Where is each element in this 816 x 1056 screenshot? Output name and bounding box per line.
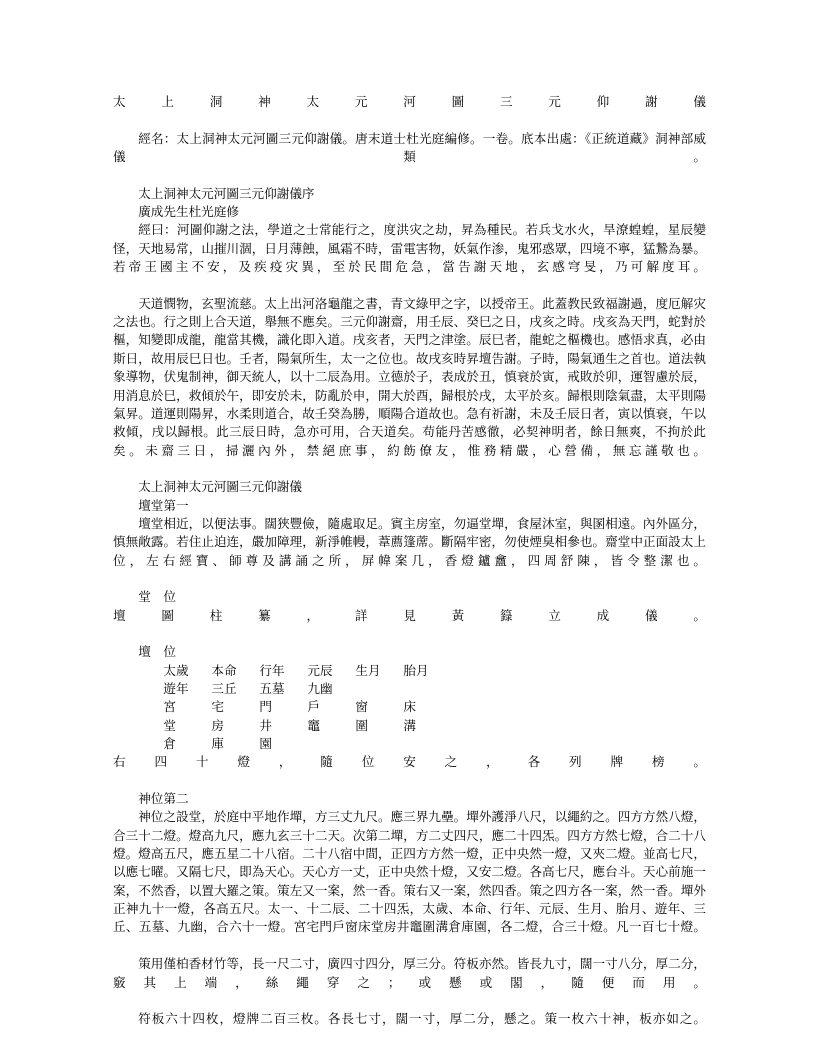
altar-grid-row-1-cell: 本命 bbox=[211, 662, 237, 678]
altar-lamp-note: 右四十燈，隨位安之，各列牌榜。 bbox=[113, 754, 706, 770]
section-two-body: 神位之設堂，於庭中平地作墠，方三丈九尺。應三界九壘。墠外護淨八尺，以繩約之。四方方然八燈，合三十二燈。燈高九尺，應九玄三十二天。次第二墠，方二丈四尺，應二十四炁。四方方然七燈，合二十八燈。燈高五尺，應五星二十八宿。二十八宿中間，正四方方然一燈，正中央然一燈，又夾二燈。並高七尺，以應七曜。又隔七尺，即為天心。天心方一丈，正中央然十燈，又安二燈。各高七尺，應台斗。天心前施一案，不然香，以置大羅之策。策左又一案，然一香。策右又一案，然四香。策之四方各一案，然一香。墠外正神九十一燈，各高五尺。太一、十二辰、二十四炁，太歲、本命、行年、元辰、生月、胎月、遊年、三丘、五墓、九幽，合六十一燈。宮宅門戶窗床堂房井竈圍溝倉庫園，各二燈，合三十燈。凡一百七十燈。 bbox=[113, 809, 706, 935]
altar-grid-row-3-cell: 門 bbox=[259, 699, 272, 715]
doc-title: 太上洞神太元河圖三元仰謝儀 bbox=[113, 94, 706, 109]
altar-grid-row-1-cell: 行年 bbox=[259, 662, 285, 678]
scripture-opening-paragraph: 經曰：河圖仰謝之法，學道之士常能行之，度洪灾之劫，昇為種民。若兵戈水火，旱潦蝗蝗，星辰變怪，天地易常，山摧川涸，日月薄蝕，風霜不時，雷電害物，妖氣作渗，鬼邪惑眾，四境不寧，猛鷙為暴。若帝王國主不安，及疾疫灾異，至於民間危急，當告謝天地，玄感穹旻，乃可解度耳。 bbox=[113, 222, 706, 275]
altar-grid-row-1-cell: 胎月 bbox=[403, 662, 429, 678]
altar-grid-row-1-cell: 生月 bbox=[355, 662, 381, 678]
altar-grid-row-4-cell: 圍 bbox=[355, 717, 368, 733]
altar-grid-row-3-cell: 床 bbox=[403, 699, 416, 715]
altar-grid-row-3-cell: 窗 bbox=[355, 699, 368, 715]
altar-grid-row-4 bbox=[113, 717, 706, 735]
altar-position-label: 壇 位 bbox=[138, 644, 176, 660]
hall-position-note: 壇圖柱纂，詳見黃籙立成儀。 bbox=[113, 607, 706, 623]
tally-material-paragraph: 策用僅柏香材竹等，長一尺二寸，廣四寸四分，厚三分。符板亦然。皆長九寸，闊一寸八分，厚二分，竅其上端，絲繩穿之；或懸或閣，隨便而用。 bbox=[113, 956, 706, 990]
altar-grid-row-5 bbox=[113, 735, 706, 753]
altar-grid-row-3-cell: 宅 bbox=[211, 699, 224, 715]
altar-grid-row-5-cell: 庫 bbox=[211, 736, 224, 752]
altar-grid-row-4-cell: 溝 bbox=[403, 717, 416, 733]
altar-grid-row-2-cell: 九幽 bbox=[307, 681, 333, 696]
altar-grid-row-5-cell: 園 bbox=[259, 736, 272, 752]
altar-grid-row-3-cell: 宮 bbox=[163, 699, 176, 715]
bibliographic-note: 經名：太上洞神太元河圖三元仰謝儀。唐末道士杜光庭編修。一卷。底本出處：《正統道藏》洞神部威儀類。 bbox=[113, 130, 706, 165]
altar-grid-row-5-cell: 倉 bbox=[163, 736, 176, 752]
altar-grid-row-4-cell: 井 bbox=[259, 717, 272, 733]
altar-grid-row-2-cell: 三丘 bbox=[211, 681, 237, 696]
preface-title: 太上洞神太元河圖三元仰謝儀序 bbox=[138, 185, 315, 201]
altar-grid-row-2 bbox=[113, 680, 706, 698]
talisman-count-paragraph: 符板六十四枚，燈牌二百三枚。各長七寸，闊一寸，厚二分，懸之。策一枚六十神，板亦如之。 bbox=[138, 1011, 706, 1027]
altar-grid-row-2-cell: 遊年 bbox=[163, 681, 189, 696]
cosmology-paragraph: 天道憫物，玄聖流慈。太上出河洛龜龍之書，青文綠甲之字，以授帝王。此蓋教民致福謝過，度厄解灾之法也。行之則上合天道，舉無不應矣。三元仰謝齋，用壬辰、癸巳之日，戌亥之時。戌亥為天門，蛇對於樞，知變即成龍，龍當其機，識化即入道。戌亥者，天門之津塗。辰巳者，龍蛇之樞機也。感悟求真，必由斯日，故用辰巳日也。壬者，陽氣所生，太一之位也。故戌亥時昇壇告謝。子時，陽氣通生之首也。道法執象導物，伏鬼制神，御天統人，以十二辰為用。立德於子，表成於丑，慎衰於寅，戒敗於卯，運智慮於辰，用消息於巳，救傾於午，即安於未，防亂於申，開大於酉，歸根於戌，太平於亥。歸根則陰氣盡，太平則陽氣昇。道運則陽昇，水柔則道合，故壬癸為勝，順陽合道故也。急有祈謝，未及壬辰日者，寅以慎衰，午以救傾，戌以歸根。此三辰日時，急亦可用，合天道矣。苟能丹苦感徹，必契神明者，餘日無爽，不拘於此矣。未齋三日，掃灑內外，禁絕庶事，約飭僚友，惟務精嚴，心營備，無忘謹敬也。 bbox=[113, 295, 706, 458]
altar-grid-row-3-cell: 戶 bbox=[307, 699, 320, 715]
altar-grid-row-1 bbox=[113, 662, 706, 680]
altar-grid-row-1-cell: 元辰 bbox=[307, 662, 333, 678]
author-attribution: 廣成先生杜光庭修 bbox=[138, 204, 239, 220]
altar-grid-row-2-cell: 五墓 bbox=[259, 681, 285, 696]
section-one-heading: 壇堂第一 bbox=[138, 497, 189, 513]
altar-grid-row-3 bbox=[113, 698, 706, 716]
altar-grid-row-4-cell: 堂 bbox=[163, 717, 176, 733]
main-work-title: 太上洞神太元河圖三元仰謝儀 bbox=[138, 479, 302, 495]
section-one-body: 壇堂相近，以便法事。闊狹豐儉，隨處取足。賓主房室，勿逼堂墠，食屋沐室，與圂相遠。內外區分，慎無敞露。若住止迫连，嚴加障理，新淨帷幔，葦薦篷蓆。斷隔牢密，勿使煙臭相參也。齋堂中正面設太上位，左右經寶、師尊及講誦之所，屏幃案几，香燈鑪盫，四周舒陳，皆令整潔也。 bbox=[113, 515, 706, 568]
hall-position-label: 堂 位 bbox=[138, 589, 176, 605]
document-text-body bbox=[113, 93, 706, 1047]
section-two-heading: 神位第二 bbox=[138, 791, 189, 807]
altar-grid-row-1-cell: 太歲 bbox=[163, 662, 189, 678]
altar-grid-row-4-cell: 竈 bbox=[307, 717, 320, 733]
altar-grid-row-4-cell: 房 bbox=[211, 717, 224, 733]
